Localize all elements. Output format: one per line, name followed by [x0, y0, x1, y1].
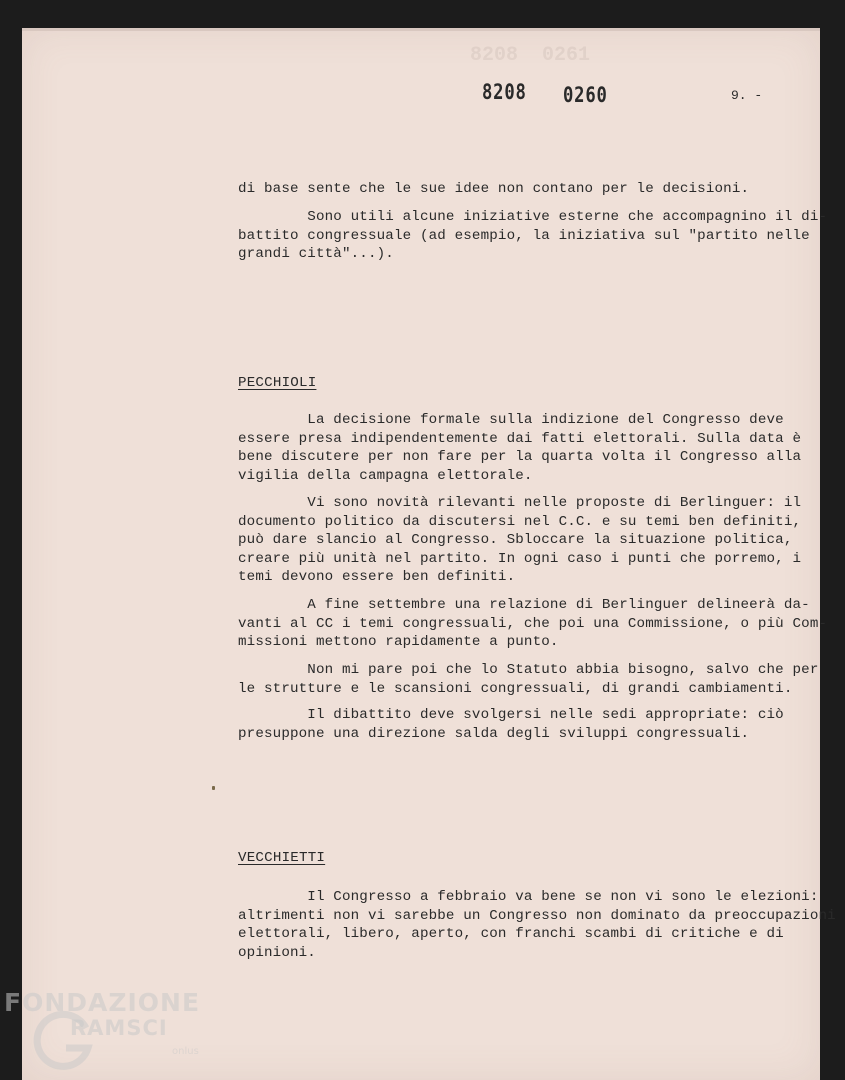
text-line: può dare slancio al Congresso. Sbloccare la situazione politica,: [238, 532, 793, 548]
watermark-suffix: onlus: [172, 1046, 199, 1057]
text-line: opinioni.: [238, 944, 316, 961]
text-line: creare più unità nel partito. In ogni caso i punti che porremo, i: [238, 550, 802, 567]
text-line: La decisione formale sulla indizione del Congresso deve: [238, 412, 784, 428]
text-line: altrimenti non vi sarebbe un Congresso non dominato da preoccupazioni: [238, 907, 836, 924]
text-line: Sono utili alcune iniziative esterne che accompagnino il di-: [238, 209, 828, 225]
fondazione-gramsci-watermark: [4, 988, 224, 1078]
bleed-through-text: 8208 0261: [470, 44, 591, 67]
watermark-line2: RAMSCI: [70, 1016, 168, 1040]
text-line: vanti al CC i temi congressuali, che poi una Commissione, o più Com-: [238, 615, 828, 632]
text-line: essere presa indipendentemente dai fatti elettorali. Sulla data è: [238, 430, 802, 447]
text-line: vigilia della campagna elettorale.: [238, 467, 533, 484]
page-number: 9. -: [731, 88, 763, 103]
text-line: elettorali, libero, aperto, con franchi scambi di critiche e di: [238, 926, 784, 942]
text-line: presuppone una direzione salda degli sviluppi congressuali.: [238, 725, 750, 742]
text-line: missioni mettono rapidamente a punto.: [238, 634, 559, 650]
speaker-heading-vecchietti: VECCHIETTI: [238, 850, 326, 866]
paper-speck: [212, 786, 215, 790]
text-line: Il Congresso a febbraio va bene se non vi sono le elezioni:: [238, 889, 819, 905]
text-line: documento politico da discutersi nel C.C. e su temi ben definiti,: [238, 513, 802, 530]
text-line: di base sente che le sue idee non contano per le decisioni.: [238, 181, 750, 197]
archive-stamp-number: 0260: [563, 83, 608, 107]
text-line: A fine settembre una relazione di Berlinguer delineerà da-: [238, 597, 810, 613]
watermark-line1: FONDAZIONE: [4, 988, 201, 1017]
speaker-heading-pecchioli: PECCHIOLI: [238, 375, 317, 391]
text-line: Vi sono novità rilevanti nelle proposte di Berlinguer: il: [238, 495, 802, 511]
text-line: grandi città"...).: [238, 246, 394, 262]
text-line: temi devono essere ben definiti.: [238, 569, 516, 585]
text-line: bene discutere per non fare per la quarta volta il Congresso alla: [238, 449, 802, 465]
text-line: Non mi pare poi che lo Statuto abbia bisogno, salvo che per: [238, 662, 819, 678]
text-line: battito congressuale (ad esempio, la iniziativa sul "partito nelle: [238, 227, 810, 244]
archive-stamp-series: 8208: [482, 80, 527, 104]
text-line: le strutture e le scansioni congressuali, di grandi cambiamenti.: [238, 680, 793, 697]
text-line: Il dibattito deve svolgersi nelle sedi appropriate: ciò: [238, 707, 784, 723]
